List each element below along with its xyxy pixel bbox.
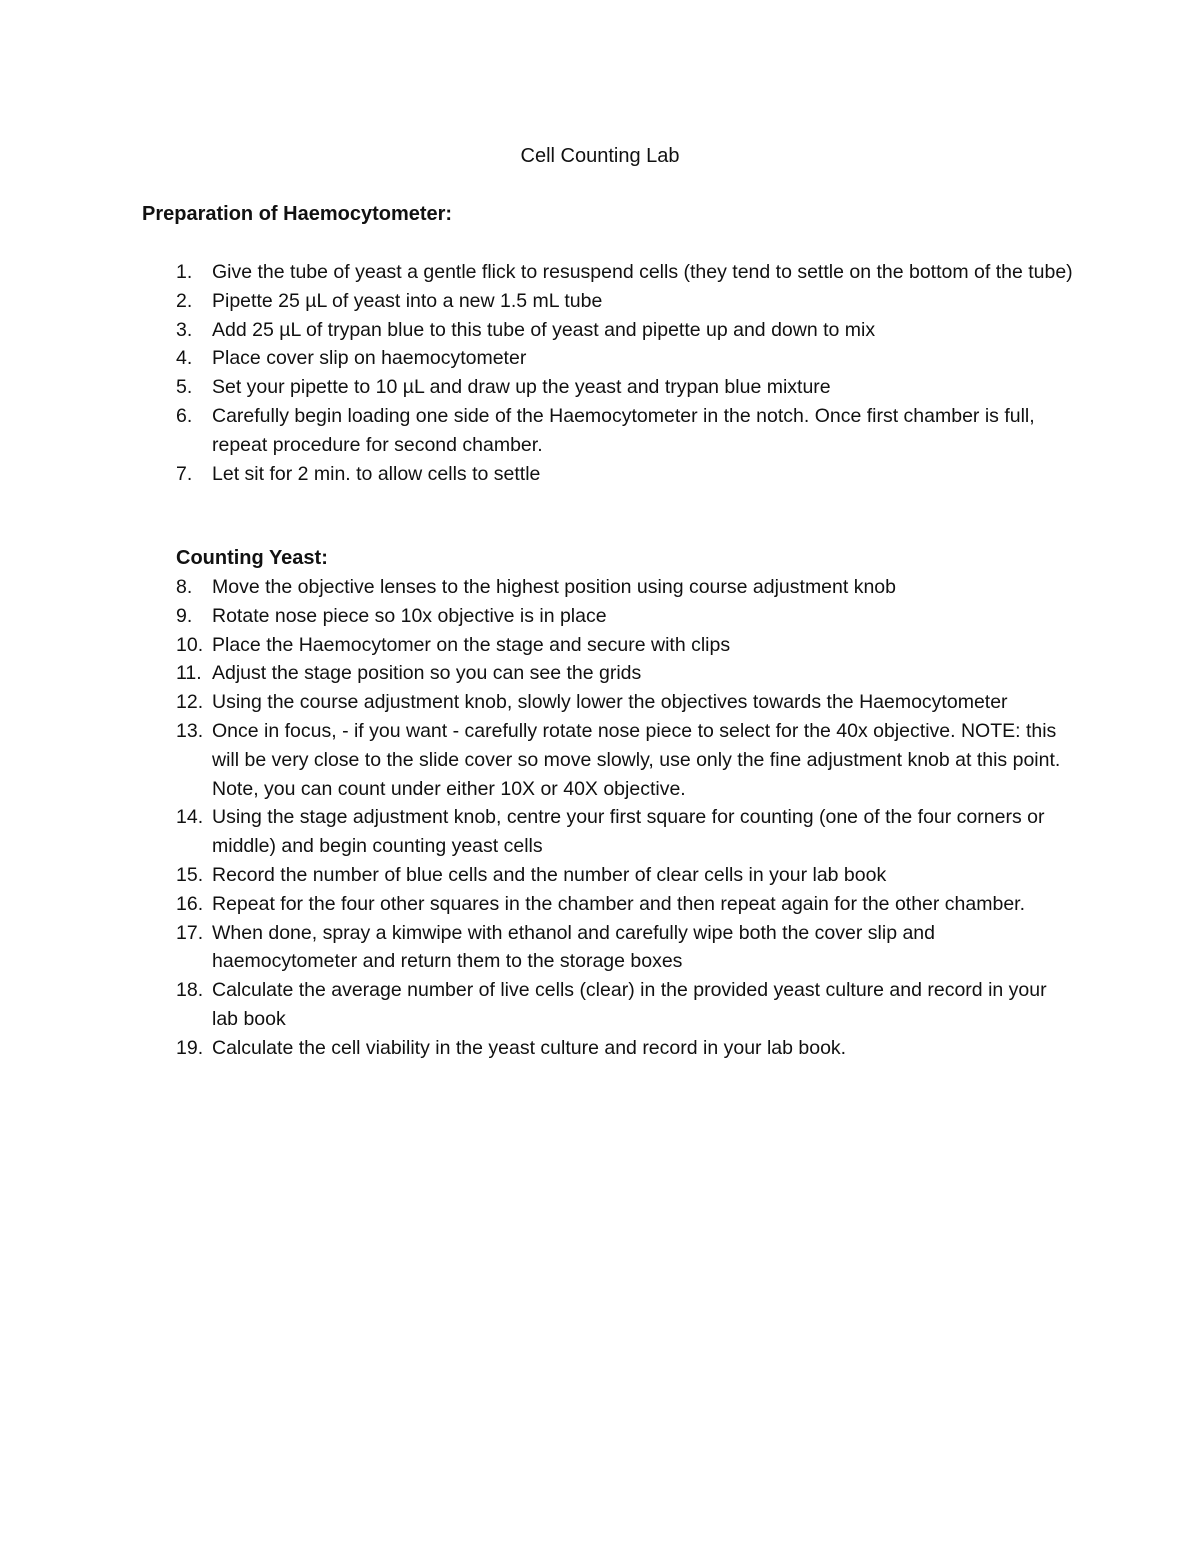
list-item <box>176 287 1076 316</box>
list-item-number: 2. <box>176 289 193 312</box>
list-item-text: Let sit for 2 min. to allow cells to settle <box>212 462 541 485</box>
list-item <box>176 344 1076 373</box>
list-item-number: 3. <box>176 318 193 341</box>
list-item-number: 5. <box>176 376 193 399</box>
list-item-number: 19. <box>176 1036 204 1059</box>
list-item-text: Place the Haemocytomer on the stage and secure with clips <box>212 633 731 656</box>
list-item <box>176 861 1076 890</box>
section-heading-preparation: Preparation of Haemocytometer: <box>142 203 453 225</box>
list-item-text: Repeat for the four other squares in the chamber and then repeat again for the other chamber. <box>212 892 1026 915</box>
list-item <box>176 316 1076 345</box>
list-item-number: 8. <box>176 576 193 598</box>
list-item-text: Adjust the stage position so you can see the grids <box>212 662 642 685</box>
list-item <box>176 460 1076 489</box>
list-item-text: Set your pipette to 10 µL and draw up the yeast and trypan blue mixture <box>212 376 831 399</box>
list-item-text: Using the stage adjustment knob, centre your first square for counting (one of the four corners or middle) and begin counting yeast cells <box>212 806 1045 858</box>
list-item <box>176 717 1076 803</box>
list-item-number: 18. <box>176 979 204 1002</box>
list-item-text: Rotate nose piece so 10x objective is in place <box>212 604 607 627</box>
list-item-number: 9. <box>176 604 193 627</box>
list-item-text: Using the course adjustment knob, slowly lower the objectives towards the Haemocytometer <box>212 691 1008 714</box>
list-item-text: Calculate the average number of live cells (clear) in the provided yeast culture and record in your lab book <box>212 979 1047 1030</box>
list-item-number: 12. <box>176 691 204 714</box>
preparation-steps-list <box>176 258 1076 488</box>
list-item-text: Add 25 µL of trypan blue to this tube of yeast and pipette up and down to mix <box>212 318 876 341</box>
list-item <box>176 659 1076 688</box>
list-item-text: When done, spray a kimwipe with ethanol and carefully wipe both the cover slip and haemocytometer and return them to the storage boxes <box>212 921 935 973</box>
list-item <box>176 1034 1076 1063</box>
list-item-number: 13. <box>176 719 204 742</box>
list-item-text: Move the objective lenses to the highest position using course adjustment knob <box>212 576 896 598</box>
list-item-text: Record the number of blue cells and the number of clear cells in your lab book <box>212 863 887 886</box>
list-item <box>176 573 1076 602</box>
list-item <box>176 402 1076 460</box>
list-item-number: 7. <box>176 462 193 485</box>
document-title: Cell Counting Lab <box>520 145 680 167</box>
counting-steps-list <box>176 573 1076 1063</box>
list-item-text: Calculate the cell viability in the yeast culture and record in your lab book. <box>212 1036 847 1059</box>
list-item-number: 17. <box>176 921 204 944</box>
list-item <box>176 373 1076 402</box>
list-item-number: 14. <box>176 806 204 829</box>
list-item-text: Carefully begin loading one side of the Haemocytometer in the notch. Once first chamber is full, repeat procedure for second chamber. <box>212 404 1035 456</box>
list-item <box>176 919 1076 977</box>
list-item <box>176 602 1076 631</box>
list-item-number: 16. <box>176 892 204 915</box>
list-item-number: 10. <box>176 633 204 656</box>
list-item-number: 15. <box>176 863 204 886</box>
section-heading-counting: Counting Yeast: <box>176 547 328 569</box>
list-item <box>176 688 1076 717</box>
list-item <box>176 803 1076 861</box>
list-item-text: Pipette 25 µL of yeast into a new 1.5 mL tube <box>212 289 603 312</box>
list-item-text: Place cover slip on haemocytometer <box>212 347 527 370</box>
list-item-number: 4. <box>176 347 193 370</box>
list-item <box>176 976 1076 1034</box>
list-item <box>176 890 1076 919</box>
list-item-text: Give the tube of yeast a gentle flick to resuspend cells (they tend to settle on the bottom of the tube) <box>212 261 1073 283</box>
list-item-number: 1. <box>176 261 193 283</box>
list-item-number: 6. <box>176 404 193 427</box>
list-item-number: 11. <box>176 662 202 685</box>
list-item <box>176 631 1076 660</box>
list-item-text: Once in focus, - if you want - carefully rotate nose piece to select for the 40x objective. NOTE: this will be very close to the slide cover so move slowly, use only the fine adjustment knob at this point. Note, you can count under either 10X or 40X objective. <box>212 719 1061 800</box>
list-item <box>176 258 1076 287</box>
